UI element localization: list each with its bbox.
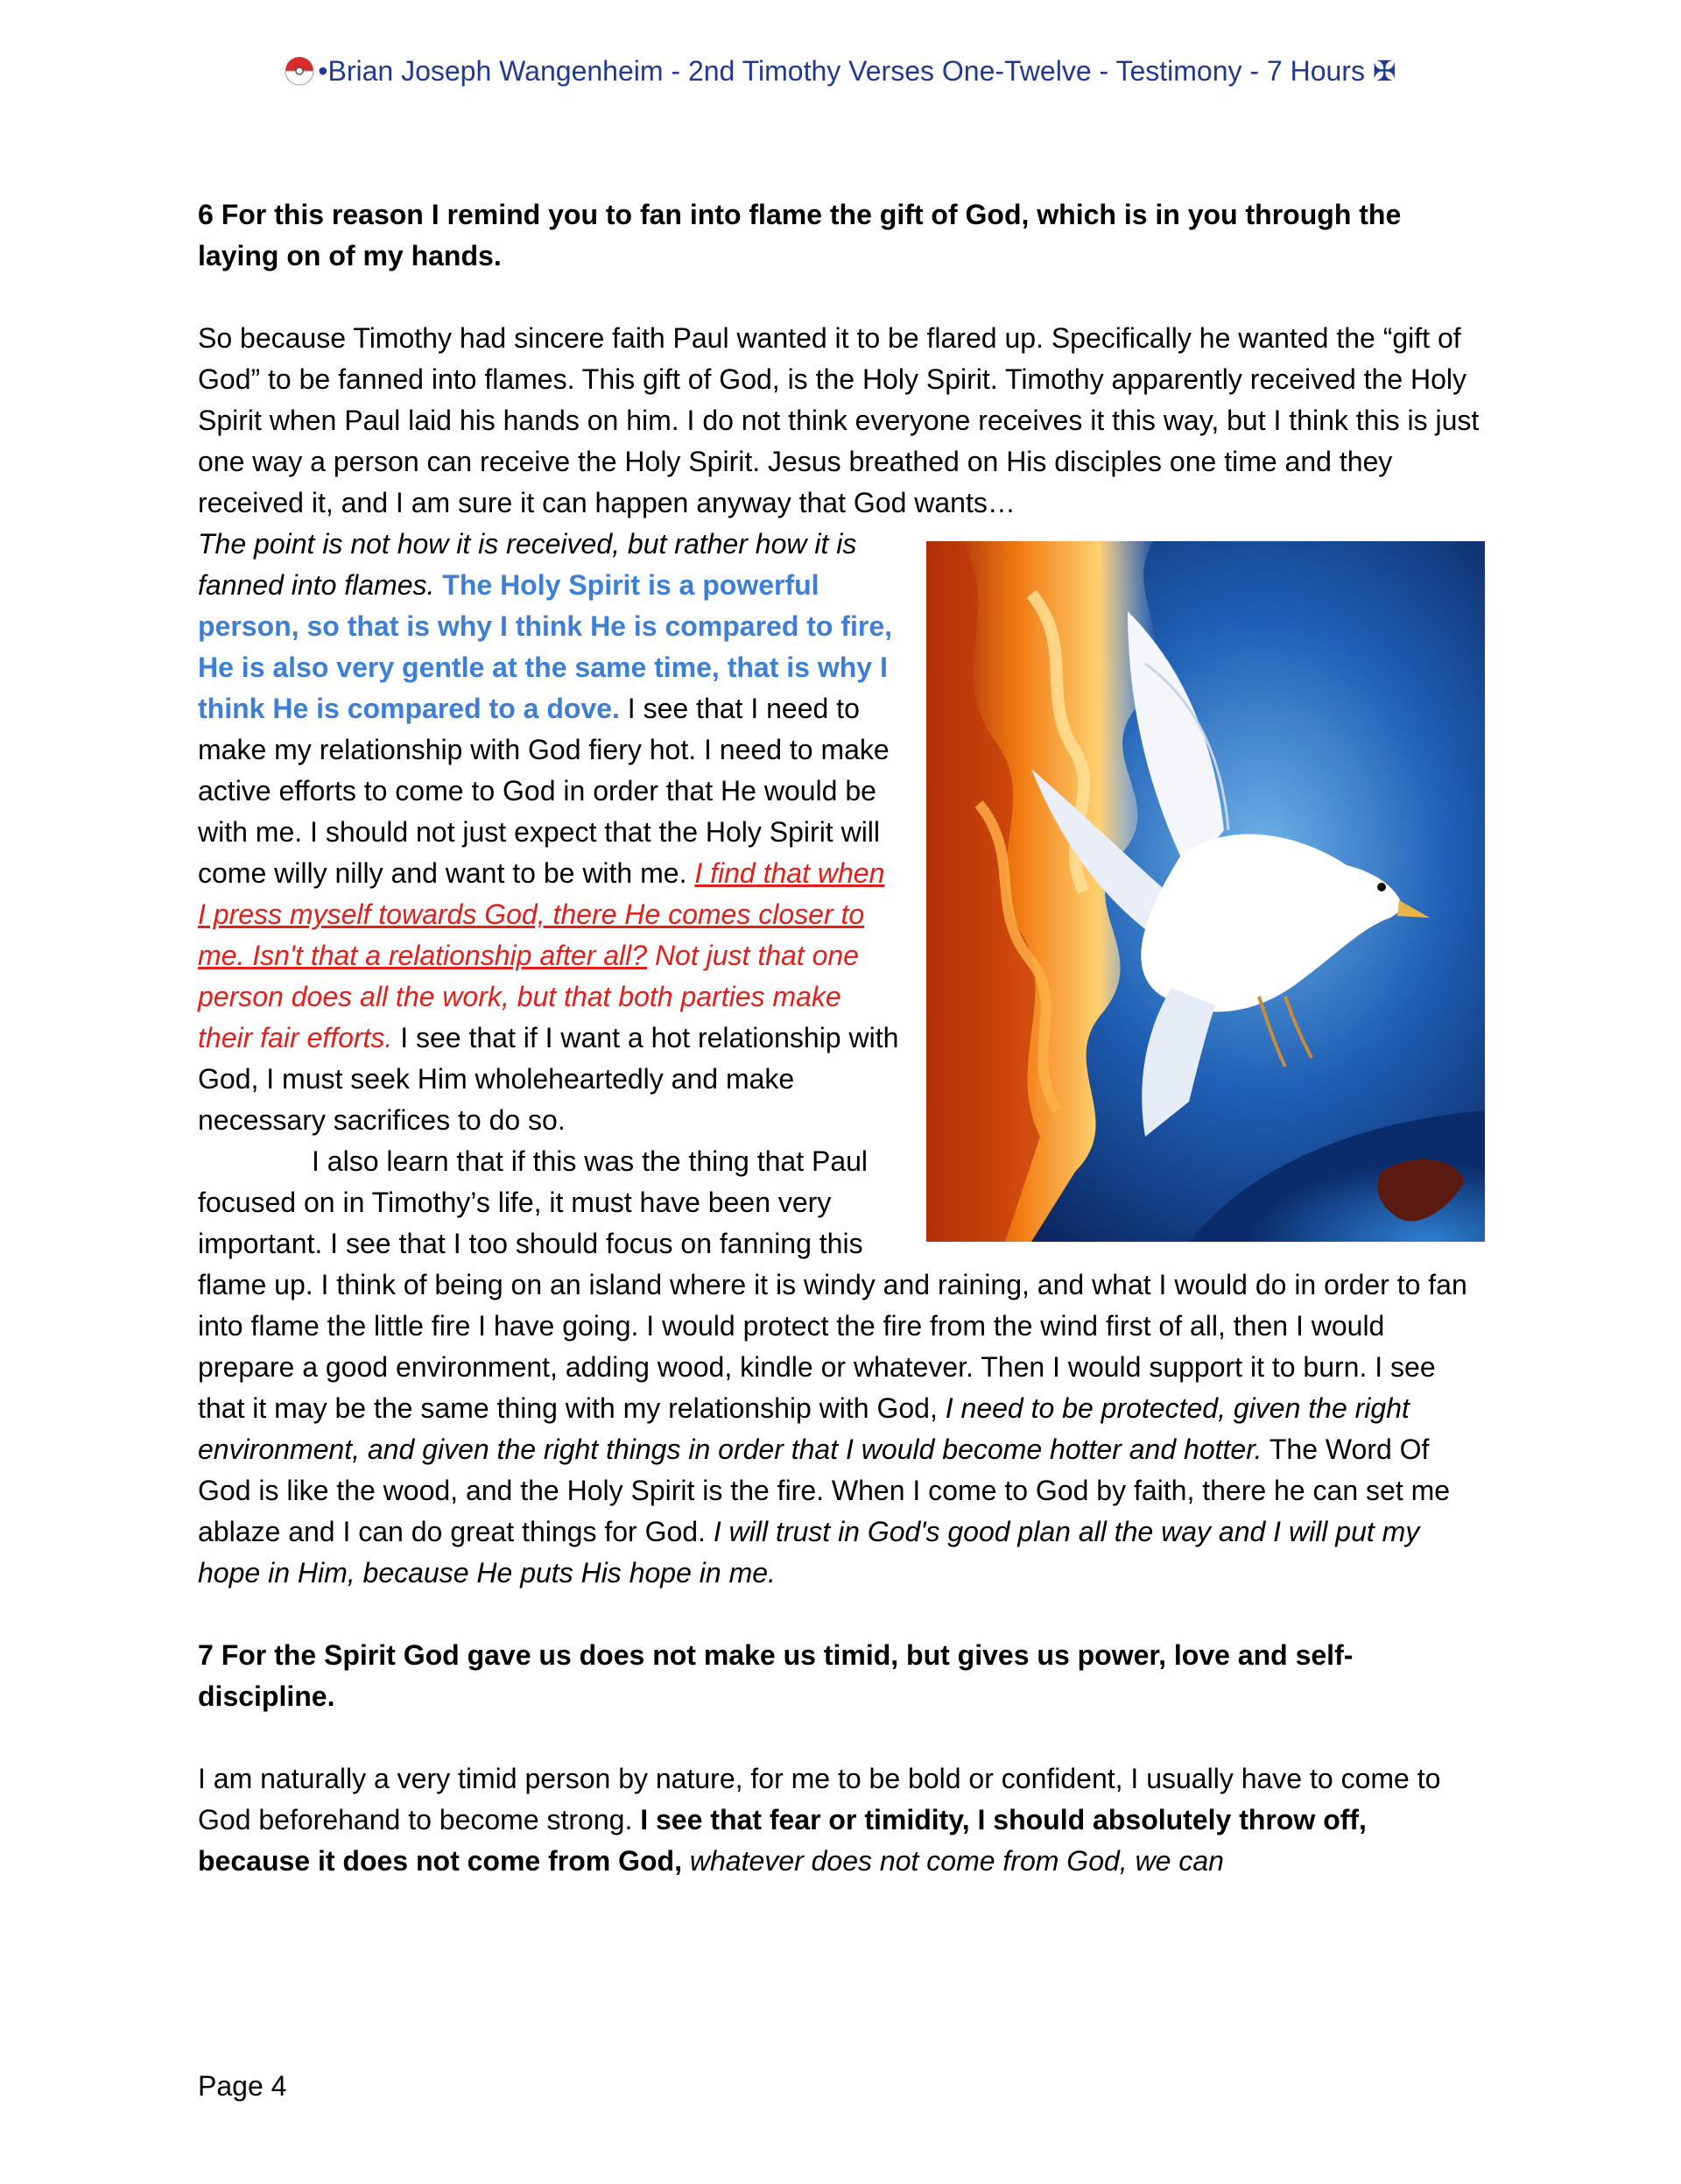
p3-italic-end: I will trust in God's good plan all the way and I will put my hope in Him, because He puts His hope in me. [198,1516,1420,1589]
p2-normal: I see that I need to make my relationship with God fiery hot. I need to make active efforts to come to God in order that He would be with me. I should not just expect that the Holy Spirit will come willy nilly and want to be with me. [198,693,890,889]
p2-red: Not just that one person does all the work, but that both parties make their fair efforts. [198,940,859,1053]
p2-red-underline: I find that when I press myself towards God, there He comes closer to me. Isn't that a relationship after all? [198,857,885,971]
p2-italic: The point is not how it is received, but rather how it is fanned into flames. [198,528,857,601]
header-title: •Brian Joseph Wangenheim - 2nd Timothy Verses One-Twelve - Testimony - 7 Hours ✠ [318,55,1396,87]
p3-a: I also learn that if this was the thing that Paul focused on in Timothy’s life, it must have been very important. I see that I too should focus on fanning this flame up. I think of being on an island where it is windy and raining, and what I would do in order to fan into flame the little fire I have going. I would protect the fire from the wind first of all, then I would prepare a good environment, adding wood, kindle or whatever. Then I would support it to burn. I see that it may be the same thing with my relationship with God, [198,1145,1467,1424]
verse-6-paragraph-1: So because Timothy had sincere faith Paul wanted it to be flared up. Specifically he wanted the “gift of God” to be fanned into flames. This gift of God, is the Holy Spirit. Timothy apparently received the Holy Spirit when Paul laid his hands on him. I do not think everyone receives it this way, but I think this is just one way a person can receive the Holy Spirit. Jesus breathed on His disciples one time and they received it, and I am sure it can happen anyway that God wants… [198,322,1480,518]
dove-fire-painting [926,541,1485,1242]
verse-6-heading: 6 For this reason I remind you to fan into flame the gift of God, which is in you through the laying on of my hands. [198,199,1402,271]
v7-italic: whatever does not come from God, we can [689,1845,1224,1877]
document-body [198,194,1485,1882]
page-number: Page 4 [198,2070,287,2102]
p3-b: The Word Of God is like the wood, and the Holy Spirit is the fire. When I come to God by faith, there he can set me ablaze and I can do great things for God. [198,1434,1451,1547]
v7-normal: I am naturally a very timid person by nature, for me to be bold or confident, I usually have to come to God beforehand to become strong. [198,1763,1441,1835]
verse-7-paragraph-1 [198,1758,1485,1882]
p2-end: I see that if I want a hot relationship with God, I must seek Him wholeheartedly and make necessary sacrifices to do so. [198,1022,899,1136]
verse-7-heading: 7 For the Spirit God gave us does not make us timid, but gives us power, love and self-discipline. [198,1639,1354,1712]
p2-blue-emphasis: The Holy Spirit is a powerful person, so that is why I think He is compared to fire, He is also very gentle at the same time, that is why I think He is compared to a dove. [198,569,893,724]
logo-icon [285,56,314,86]
p3-italic: I need to be protected, given the right environment, and given the right things in order that I would become hotter and hotter. [198,1392,1410,1465]
v7-bold: I see that fear or timidity, I should absolutely throw off, because it does not come from God, [198,1804,1367,1877]
dove-fire-painting-icon [926,541,1485,1242]
page-header [0,54,1681,88]
